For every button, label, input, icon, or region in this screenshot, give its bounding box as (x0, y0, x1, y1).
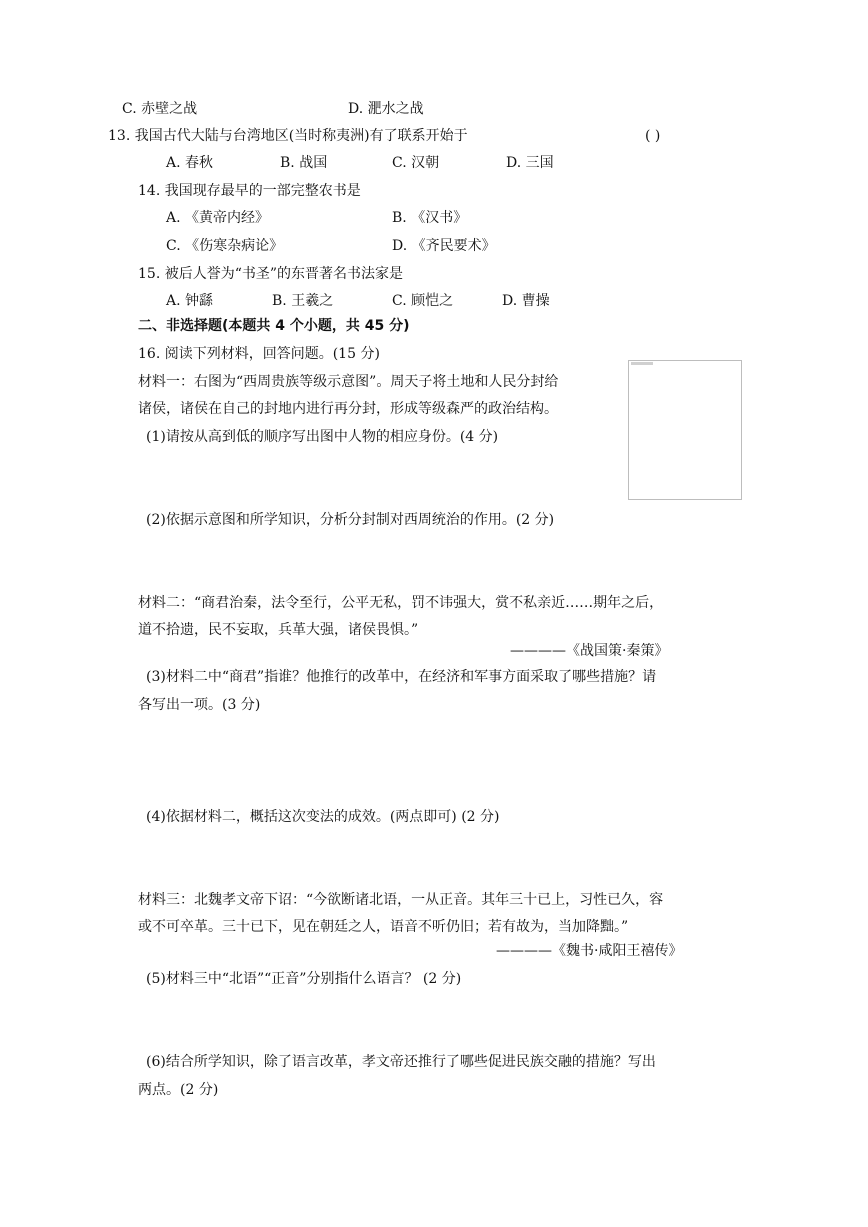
q14-option-b: B. 《汉书》 (392, 210, 468, 226)
q14-option-a: A. 《黄帝内经》 (166, 210, 270, 226)
material-three-line-1: 材料三：北魏孝文帝下诏：“今欲断诸北语，一从正音。其年三十已上，习性已久，容 (138, 892, 664, 908)
q13-answer-paren: ( ) (645, 128, 661, 144)
material-one-line-2: 诸侯，诸侯在自己的封地内进行再分封，形成等级森严的政治结构。 (138, 401, 558, 417)
q15-option-a: A. 钟繇 (166, 293, 214, 309)
material-three-line-2: 或不可卒革。三十已下，见在朝廷之人，语音不听仍旧；若有故为，当加降黜。” (138, 919, 629, 935)
q15-stem: 15. 被后人誉为“书圣”的东晋著名书法家是 (138, 266, 404, 282)
material-two-line-2: 道不拾遗，民不妄取，兵革大强，诸侯畏惧。” (138, 622, 419, 638)
sub-question-2: (2)依据示意图和所学知识，分析分封制对西周统治的作用。(2 分) (146, 512, 555, 528)
material-two-line-1: 材料二：“商君治秦，法令至行，公平无私，罚不讳强大，赏不私亲近……期年之后， (138, 595, 664, 611)
sub-question-3-line-2: 各写出一项。(3 分) (138, 697, 261, 713)
q14-option-c: C. 《伤寒杂病论》 (166, 238, 284, 254)
material-one-line-1: 材料一：右图为“西周贵族等级示意图”。周天子将土地和人民分封给 (138, 374, 559, 390)
material-three-source: ————《魏书·咸阳王禧传》 (496, 943, 683, 959)
q15-option-b: B. 王羲之 (272, 293, 334, 309)
sub-question-1: (1)请按从高到低的顺序写出图中人物的相应身份。(4 分) (146, 429, 499, 445)
q12-option-d: D. 淝水之战 (348, 101, 424, 117)
q14-option-d: D. 《齐民要术》 (392, 238, 496, 254)
q16-stem: 16. 阅读下列材料，回答问题。(15 分) (138, 346, 380, 362)
q15-option-d: D. 曹操 (502, 293, 550, 309)
sub-question-3-line-1: (3)材料二中“商君”指谁？他推行的改革中，在经济和军事方面采取了哪些措施？请 (146, 669, 657, 685)
q13-stem: 13. 我国古代大陆与台湾地区(当时称夷洲)有了联系开始于 (108, 128, 468, 144)
sub-question-6-line-2: 两点。(2 分) (138, 1082, 219, 1098)
q13-option-b: B. 战国 (280, 155, 328, 171)
sub-question-6-line-1: (6)结合所学知识，除了语言改革，孝文帝还推行了哪些促进民族交融的措施？写出 (146, 1054, 656, 1070)
sub-question-5: (5)材料三中“北语”“正音”分别指什么语言？ (2 分) (146, 971, 462, 987)
q13-option-c: C. 汉朝 (392, 155, 440, 171)
q12-option-c: C. 赤壁之战 (122, 101, 198, 117)
hierarchy-diagram-image (628, 360, 742, 500)
section-heading: 二、非选择题(本题共 4 个小题，共 45 分) (138, 318, 410, 334)
q13-option-a: A. 春秋 (166, 155, 214, 171)
q14-stem: 14. 我国现存最早的一部完整农书是 (138, 183, 361, 199)
material-two-source: ————《战国策·秦策》 (510, 643, 669, 659)
q15-option-c: C. 顾恺之 (392, 293, 454, 309)
sub-question-4: (4)依据材料二，概括这次变法的成效。(两点即可) (2 分) (146, 809, 500, 825)
broken-image-icon (631, 362, 653, 365)
q13-option-d: D. 三国 (506, 155, 554, 171)
